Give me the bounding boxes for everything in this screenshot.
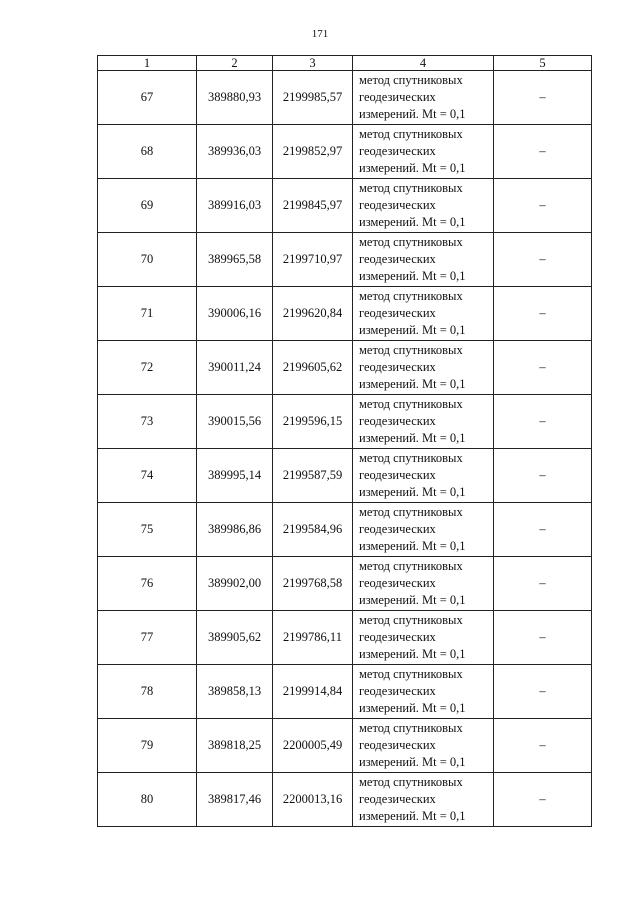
method-cell <box>353 125 494 179</box>
x-coordinate-cell: 389905,62 <box>197 611 273 665</box>
method-text-line: измерений. Mt = 0,1 <box>359 269 466 283</box>
point-number-cell: 70 <box>98 233 197 287</box>
note-cell: – <box>494 341 592 395</box>
method-text-line: измерений. Mt = 0,1 <box>359 539 466 553</box>
method-text-line: геодезических <box>359 792 436 806</box>
y-coordinate-cell: 2200005,49 <box>273 719 353 773</box>
y-coordinate-cell: 2199768,58 <box>273 557 353 611</box>
y-coordinate-cell: 2199596,15 <box>273 395 353 449</box>
table-row <box>98 179 592 233</box>
method-text-line: геодезических <box>359 360 436 374</box>
point-number-cell: 76 <box>98 557 197 611</box>
point-number-cell: 67 <box>98 71 197 125</box>
method-text-line: измерений. Mt = 0,1 <box>359 593 466 607</box>
header-col-2: 2 <box>197 56 273 71</box>
table-row <box>98 395 592 449</box>
point-number-cell: 75 <box>98 503 197 557</box>
x-coordinate-cell: 389936,03 <box>197 125 273 179</box>
header-col-1: 1 <box>98 56 197 71</box>
point-number-cell: 72 <box>98 341 197 395</box>
method-text-line: геодезических <box>359 414 436 428</box>
method-cell <box>353 341 494 395</box>
table-row <box>98 611 592 665</box>
table-row <box>98 719 592 773</box>
point-number-cell: 77 <box>98 611 197 665</box>
method-text-line: измерений. Mt = 0,1 <box>359 215 466 229</box>
coordinates-table <box>97 55 592 827</box>
method-text-line: геодезических <box>359 252 436 266</box>
method-text-line: метод спутниковых <box>359 343 463 357</box>
method-text-line: метод спутниковых <box>359 613 463 627</box>
y-coordinate-cell: 2200013,16 <box>273 773 353 827</box>
point-number-cell: 73 <box>98 395 197 449</box>
method-cell <box>353 233 494 287</box>
method-cell <box>353 449 494 503</box>
method-cell <box>353 503 494 557</box>
point-number-cell: 71 <box>98 287 197 341</box>
method-text-line: метод спутниковых <box>359 559 463 573</box>
table-row <box>98 341 592 395</box>
method-cell <box>353 179 494 233</box>
method-cell <box>353 557 494 611</box>
point-number-cell: 80 <box>98 773 197 827</box>
method-cell <box>353 71 494 125</box>
method-text-line: геодезических <box>359 144 436 158</box>
y-coordinate-cell: 2199914,84 <box>273 665 353 719</box>
method-text-line: метод спутниковых <box>359 451 463 465</box>
method-text-line: метод спутниковых <box>359 181 463 195</box>
point-number-cell: 78 <box>98 665 197 719</box>
x-coordinate-cell: 389817,46 <box>197 773 273 827</box>
x-coordinate-cell: 389880,93 <box>197 71 273 125</box>
point-number-cell: 74 <box>98 449 197 503</box>
method-text-line: геодезических <box>359 468 436 482</box>
method-text-line: геодезических <box>359 90 436 104</box>
method-text-line: геодезических <box>359 738 436 752</box>
table-body <box>98 71 592 827</box>
y-coordinate-cell: 2199786,11 <box>273 611 353 665</box>
note-cell: – <box>494 287 592 341</box>
page-number: 171 <box>311 28 329 40</box>
method-text-line: измерений. Mt = 0,1 <box>359 755 466 769</box>
method-cell <box>353 773 494 827</box>
table-row <box>98 125 592 179</box>
method-text-line: метод спутниковых <box>359 235 463 249</box>
method-text-line: измерений. Mt = 0,1 <box>359 485 466 499</box>
method-cell <box>353 611 494 665</box>
note-cell: – <box>494 719 592 773</box>
table-row <box>98 71 592 125</box>
x-coordinate-cell: 389858,13 <box>197 665 273 719</box>
note-cell: – <box>494 665 592 719</box>
note-cell: – <box>494 449 592 503</box>
method-text-line: измерений. Mt = 0,1 <box>359 323 466 337</box>
y-coordinate-cell: 2199985,57 <box>273 71 353 125</box>
table-row <box>98 665 592 719</box>
method-text-line: измерений. Mt = 0,1 <box>359 431 466 445</box>
table-header-row <box>98 56 592 71</box>
method-text-line: метод спутниковых <box>359 721 463 735</box>
x-coordinate-cell: 390011,24 <box>197 341 273 395</box>
x-coordinate-cell: 390006,16 <box>197 287 273 341</box>
y-coordinate-cell: 2199605,62 <box>273 341 353 395</box>
method-text-line: измерений. Mt = 0,1 <box>359 647 466 661</box>
x-coordinate-cell: 389995,14 <box>197 449 273 503</box>
method-text-line: измерений. Mt = 0,1 <box>359 161 466 175</box>
point-number-cell: 69 <box>98 179 197 233</box>
header-col-4: 4 <box>353 56 494 71</box>
table-row <box>98 449 592 503</box>
method-text-line: метод спутниковых <box>359 397 463 411</box>
note-cell: – <box>494 611 592 665</box>
table-row <box>98 557 592 611</box>
y-coordinate-cell: 2199845,97 <box>273 179 353 233</box>
method-text-line: метод спутниковых <box>359 667 463 681</box>
note-cell: – <box>494 395 592 449</box>
method-text-line: измерений. Mt = 0,1 <box>359 377 466 391</box>
y-coordinate-cell: 2199620,84 <box>273 287 353 341</box>
method-text-line: геодезических <box>359 522 436 536</box>
method-text-line: геодезических <box>359 684 436 698</box>
note-cell: – <box>494 179 592 233</box>
method-text-line: измерений. Mt = 0,1 <box>359 107 466 121</box>
method-text-line: измерений. Mt = 0,1 <box>359 809 466 823</box>
method-text-line: метод спутниковых <box>359 289 463 303</box>
method-text-line: метод спутниковых <box>359 775 463 789</box>
table-row <box>98 233 592 287</box>
method-text-line: метод спутниковых <box>359 505 463 519</box>
method-text-line: геодезических <box>359 198 436 212</box>
x-coordinate-cell: 389986,86 <box>197 503 273 557</box>
method-text-line: метод спутниковых <box>359 73 463 87</box>
header-col-3: 3 <box>273 56 353 71</box>
note-cell: – <box>494 233 592 287</box>
table-row <box>98 773 592 827</box>
x-coordinate-cell: 389916,03 <box>197 179 273 233</box>
note-cell: – <box>494 125 592 179</box>
note-cell: – <box>494 71 592 125</box>
table-row <box>98 287 592 341</box>
point-number-cell: 79 <box>98 719 197 773</box>
method-text-line: геодезических <box>359 306 436 320</box>
x-coordinate-cell: 389818,25 <box>197 719 273 773</box>
note-cell: – <box>494 557 592 611</box>
method-cell <box>353 665 494 719</box>
y-coordinate-cell: 2199584,96 <box>273 503 353 557</box>
header-col-5: 5 <box>494 56 592 71</box>
method-cell <box>353 287 494 341</box>
method-text-line: метод спутниковых <box>359 127 463 141</box>
y-coordinate-cell: 2199852,97 <box>273 125 353 179</box>
x-coordinate-cell: 389965,58 <box>197 233 273 287</box>
table-row <box>98 503 592 557</box>
note-cell: – <box>494 773 592 827</box>
x-coordinate-cell: 389902,00 <box>197 557 273 611</box>
y-coordinate-cell: 2199710,97 <box>273 233 353 287</box>
x-coordinate-cell: 390015,56 <box>197 395 273 449</box>
method-cell <box>353 395 494 449</box>
y-coordinate-cell: 2199587,59 <box>273 449 353 503</box>
point-number-cell: 68 <box>98 125 197 179</box>
method-text-line: геодезических <box>359 576 436 590</box>
method-text-line: геодезических <box>359 630 436 644</box>
method-text-line: измерений. Mt = 0,1 <box>359 701 466 715</box>
note-cell: – <box>494 503 592 557</box>
method-cell <box>353 719 494 773</box>
